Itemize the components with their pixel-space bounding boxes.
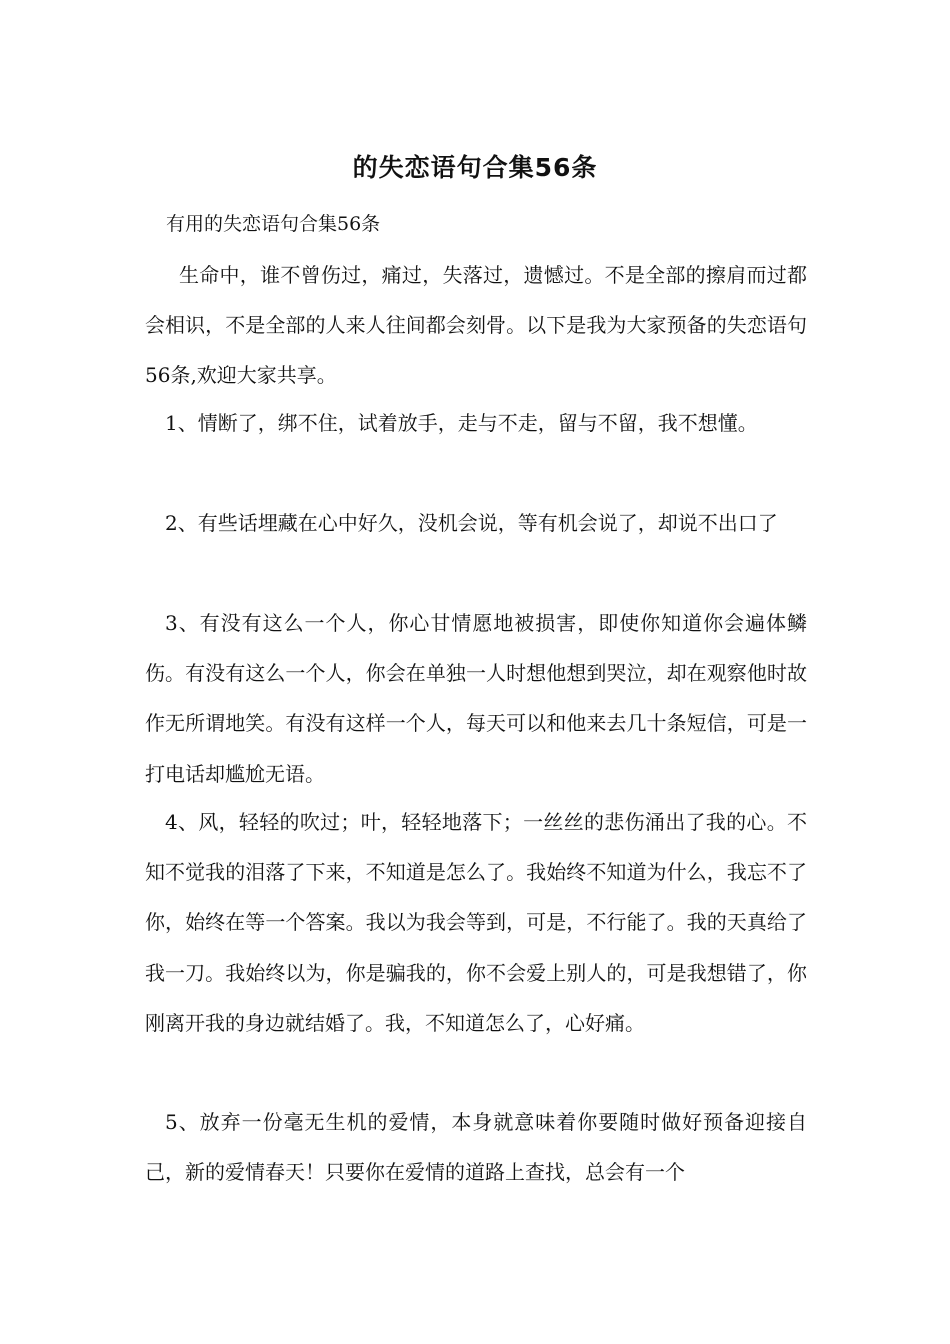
list-item: 4、风，轻轻的吹过；叶，轻轻地落下；一丝丝的悲伤涌出了我的心。不知不觉我的泪落了下来，不知道是怎么了。我始终不知道为什么，我忘不了你，始终在等一个答案。我以为我会等到，可是，不行能了。我的天真给了我一刀。我始终以为，你是骗我的，你不会爱上别人的，可是我想错了，你刚离开我的身边就结婚了。我，不知道怎么了，心好痛。 [145, 810, 807, 1035]
intro-paragraph: 生命中，谁不曾伤过，痛过，失落过，遗憾过。不是全部的擦肩而过都会相识，不是全部的人来人往间都会刻骨。以下是我为大家预备的失恋语句56条,欢迎大家共享。 [145, 263, 807, 388]
document-title: 的失恋语句合集56条 [352, 153, 598, 182]
document-subtitle: 有用的失恋语句合集56条 [166, 213, 381, 235]
list-item: 1、情断了，绑不住，试着放手，走与不走，留与不留，我不想懂。 [165, 411, 758, 435]
list-item: 2、有些话埋藏在心中好久，没机会说，等有机会说了，却说不出口了 [165, 511, 778, 535]
list-item: 5、放弃一份毫无生机的爱情，本身就意味着你要随时做好预备迎接自己，新的爱情春天！只要你在爱情的道路上查找，总会有一个 [145, 1110, 807, 1185]
list-item: 3、有没有这么一个人，你心甘情愿地被损害，即使你知道你会遍体鳞伤。有没有这么一个人，你会在单独一人时想他想到哭泣，却在观察他时故作无所谓地笑。有没有这样一个人，每天可以和他来去几十条短信，可是一打电话却尴尬无语。 [145, 611, 807, 786]
